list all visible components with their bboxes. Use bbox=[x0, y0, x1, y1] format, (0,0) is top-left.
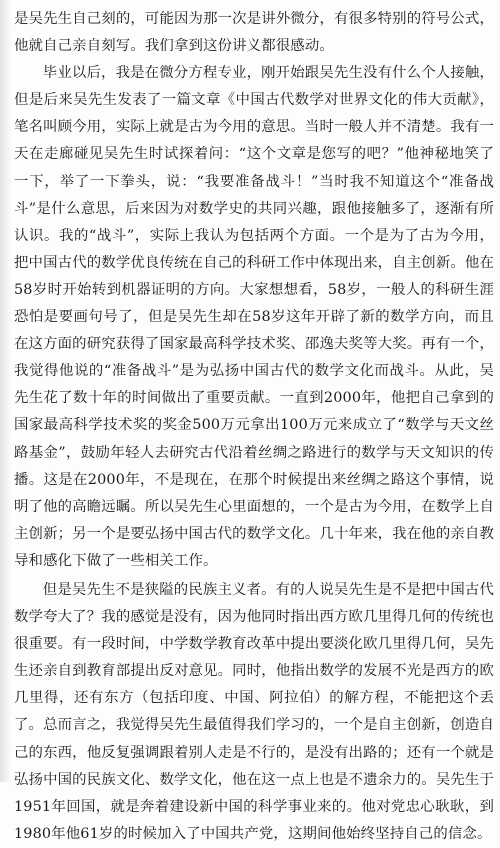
paragraph-2: 毕业以后，我是在微分方程专业，刚开始跟吴先生没有什么个人接触，但是后来吴先生发表了一篇文章《中国古代数学对世界文化的伟大贡献》，笔名叫顾今用，实际上就是古为今用的意思。当时一般人并不清楚。我有一天在走廊碰见吴先生时试探着问：“这个文章是您写的吧？”他神秘地笑了一下，举了一下拳头，说：“我要准备战斗！”当时我不知道这个“准备战斗”是什么意思，后来因为对数学史的共同兴趣，跟他接触多了，逐渐有所认识。我的“战斗”，实际上我认为包括两个方面。一个是为了古为今用，把中国古代的数学优良传统在自己的科研工作中体现出来，自主创新。他在58岁时开始转到机器证明的方向。大家想想看，58岁，一般人的科研生涯恐怕是要画句号了，但是吴先生却在58岁这年开辟了新的数学方向，而且在这方面的研究获得了国家最高科学技术奖、邵逸夫奖等大奖。再有一个，我觉得他说的“准备战斗”是为弘扬中国古代的数学文化而战斗。从此，吴先生花了数十年的时间做出了重要贡献。一直到2000年，他把自己拿到的国家最高科学技术奖的奖金500万元拿出100万元来成立了“数学与天文丝路基金”，鼓励年轻人去研究古代沿着丝绸之路进行的数学与天文知识的传播。这是在2000年，不是现在，在那个时候提出来丝绸之路这个事情，说明了他的高瞻远瞩。所以吴先生心里面想的，一个是古为今用，在数学上自主创新；另一个是要弘扬中国古代的数学文化。几十年来，我在他的亲自教导和感化下做了一些相关工作。 bbox=[14, 65, 494, 569]
paragraph-1: 是吴先生自己刻的，可能因为那一次是讲外微分，有很多特别的符号公式，他就自己亲自刻写。我们拿到这份讲义都很感动。 bbox=[14, 11, 494, 55]
paragraph-3: 但是吴先生不是狭隘的民族主义者。有的人说吴先生是不是把中国古代数学夸大了？我的感觉是没有，因为他同时指出西方欧几里得几何的传统也很重要。有一段时间，中学数学教育改革中提出要淡化欧几里得几何，吴先生还亲自到教育部提出反对意见。同时，他指出数学的发展不光是西方的欧几里得，还有东方（包括印度、中国、阿拉伯）的解方程，不能把这个丢了。总而言之，我觉得吴先生最值得我们学习的，一个是自主创新，创造自己的东西，他反复强调跟着别人走是不行的，是没有出路的；还有一个就是弘扬中国的民族文化、数学文化，他在这一点上也是不遗余力的。吴先生于1951年回国，就是奔着建设新中国的科学事业来的。他对党忠心耿耿，到1980年他61岁的时候加入了中国共产党，这期间他始终坚持自己的信念。 bbox=[14, 581, 494, 842]
page-edge-shadow bbox=[0, 0, 12, 782]
